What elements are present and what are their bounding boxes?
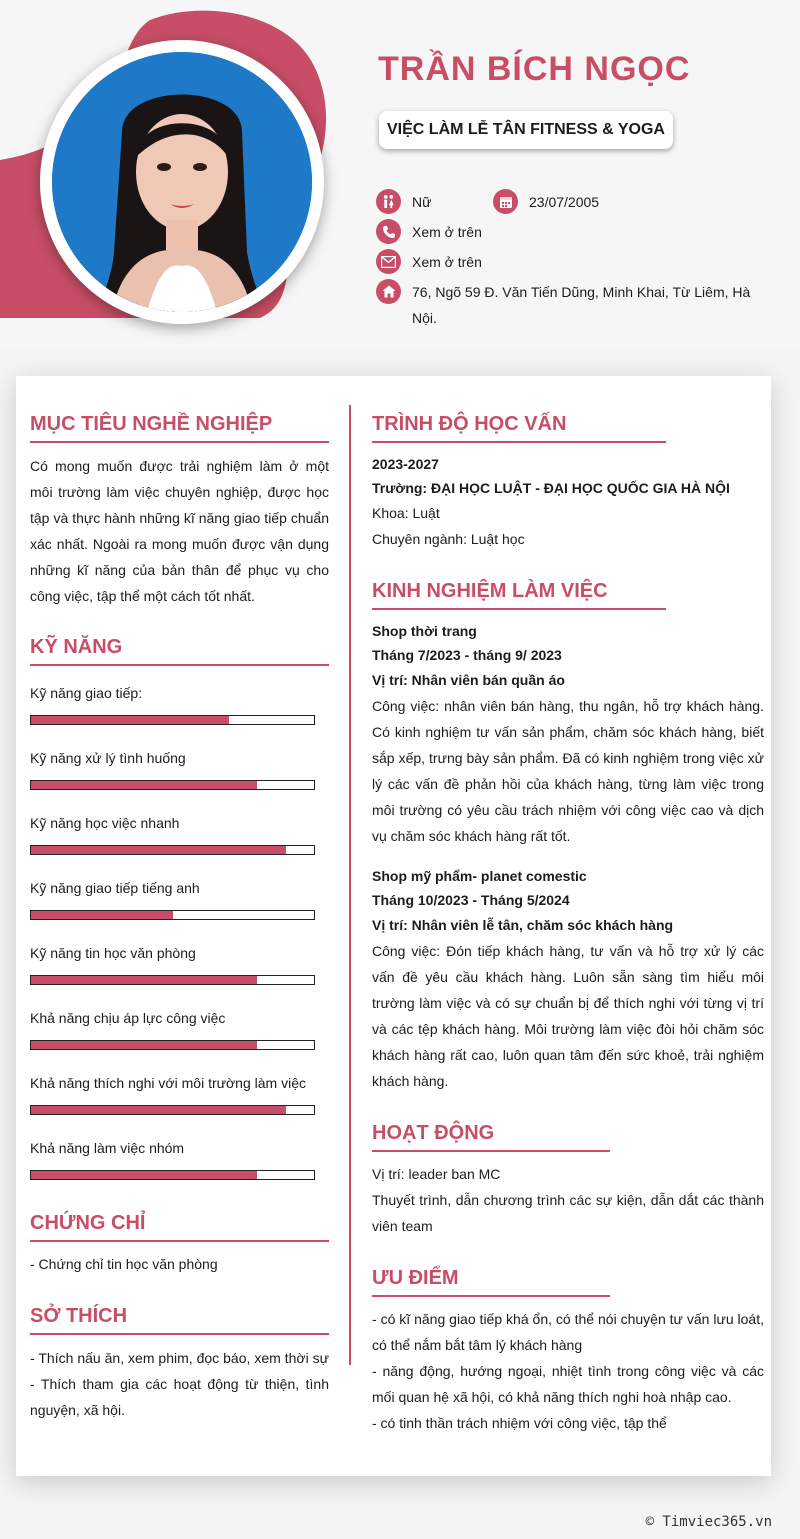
activity-description: Thuyết trình, dẫn chương trình các sự kiện, dẫn dắt các thành viên team [372,1192,764,1234]
skill-label: Kỹ năng giao tiếp: [30,685,143,701]
activities-title: HOẠT ĐỘNG [372,1122,610,1152]
education-period: 2023-2027 [372,456,439,472]
email-row [376,249,482,275]
candidate-name: TRẦN BÍCH NGỌC [378,50,691,88]
skill-label: Kỹ năng xử lý tình huống [30,750,186,766]
education-faculty: Khoa: Luật [372,505,440,521]
gender-row [376,189,431,215]
skill-bar [30,975,315,985]
phone-icon [376,219,401,244]
birthday-value: 23/07/2005 [529,194,600,210]
skill-bar [30,1170,315,1180]
strengths-title: ƯU ĐIỂM [372,1267,610,1297]
strength-item: - có kĩ năng giao tiếp khá ổn, có thể nói chuyện tư vấn lưu loát, có thể nắm bắt tâm lý khách hàng [372,1311,764,1353]
education-title: TRÌNH ĐỘ HỌC VẤN [372,413,666,443]
activity-position: Vị trí: leader ban MC [372,1166,501,1182]
strength-item: - năng động, hướng ngoại, nhiệt tình trong công việc và các mối quan hệ xã hội, có khả năng thích nghi hoà nhập cao. [372,1363,764,1405]
experience-title: KINH NGHIỆM LÀM VIỆC [372,580,666,610]
skills-title: KỸ NĂNG [30,636,329,666]
gender-value: Nữ [412,194,432,210]
email-value: Xem ở trên [412,254,482,270]
home-icon [376,279,401,304]
job-company: Shop mỹ phẩm- planet comestic [372,868,587,884]
job-company: Shop thời trang [372,623,477,639]
skill-bar-fill [31,781,257,789]
skill-bar [30,715,315,725]
education-major: Chuyên ngành: Luật học [372,531,525,547]
profile-photo [52,52,312,312]
objective-title: MỤC TIÊU NGHỀ NGHIỆP [30,413,329,443]
skill-bar-fill [31,1041,257,1049]
skill-bar [30,780,315,790]
phone-row [376,219,482,245]
watermark: © Timviec365.vn [645,1514,772,1530]
skill-label: Kỹ năng giao tiếp tiếng anh [30,880,200,896]
skill-bar-fill [31,1106,286,1114]
job-description: Công việc: nhân viên bán hàng, thu ngân, hỗ trợ khách hàng. Có kinh nghiệm tư vấn sản phẩm, chăm sóc khách hàng, biết sắp xếp, trưng bày sản phẩm. Đã có kinh nghiệm trong việc xử lý các vấn đề phản hồi của khách hàng, từng làm việc trong môi trường có yêu cầu trách nhiệm với công việc cao và dịch vụ chăm sóc khách hàng rất tốt. [372,698,764,844]
gender-icon [376,189,401,214]
certificates-title: CHỨNG CHỈ [30,1212,329,1242]
skill-label: Khả năng thích nghi với môi trường làm việc [30,1075,306,1091]
birthday-row [493,189,599,215]
strength-item: - có tinh thần trách nhiệm với công việc, tập thể [372,1415,667,1431]
avatar [40,40,324,324]
skill-bar [30,1105,315,1115]
objective-text: Có mong muốn được trải nghiệm làm ở một môi trường làm việc chuyên nghiệp, được học tập và thực hành những kĩ năng giao tiếp chuẩn xác nhất. Ngoài ra mong muốn được vận dụng những kĩ năng của bản thân để phục vụ cho công việc, tập thể một cách tốt nhất. [30,458,329,604]
skill-bar-fill [31,1171,257,1179]
education-school: Trường: ĐẠI HỌC LUẬT - ĐẠI HỌC QUỐC GIA HÀ NỘI [372,480,730,496]
job-position: Vị trí: Nhân viên bán quần áo [372,672,565,688]
address-value: 76, Ngõ 59 Đ. Văn Tiến Dũng, Minh Khai, Từ Liêm, Hà Nội. [412,284,751,326]
column-divider [349,405,351,1365]
hobbies-text: - Thích nấu ăn, xem phim, đọc báo, xem thời sự - Thích tham gia các hoạt động từ thiện, tình nguyện, xã hội. [30,1350,329,1418]
email-icon [376,249,401,274]
job-period: Tháng 7/2023 - tháng 9/ 2023 [372,647,562,663]
skill-label: Kỹ năng học việc nhanh [30,815,180,831]
skill-bar [30,1040,315,1050]
skill-label: Khả năng chịu áp lực công việc [30,1010,226,1026]
address-row [376,279,756,331]
cv-header [0,0,800,350]
job-title-badge: VIỆC LÀM LỄ TÂN FITNESS & YOGA [379,111,673,149]
phone-value: Xem ở trên [412,224,482,240]
calendar-icon [493,189,518,214]
skill-bar [30,910,315,920]
skill-label: Kỹ năng tin học văn phòng [30,945,196,961]
job-description: Công việc: Đón tiếp khách hàng, tư vấn và hỗ trợ xử lý các vấn đề yêu cầu khách hàng. Luôn sẵn sàng tìm hiểu môi trường làm việc và có sự chuẩn bị để thích nghi với từng vị trí và các tệp khách hàng. Môi trường làm việc đòi hỏi chăm sóc khách hàng rất cao, luôn quan tâm đến sức khoẻ, trải nghiệm khách hàng. [372,943,764,1089]
skill-bar-fill [31,911,173,919]
skill-label: Khả năng làm việc nhóm [30,1140,185,1156]
hobbies-title: SỞ THÍCH [30,1305,329,1335]
certificate-item: - Chứng chỉ tin học văn phòng [30,1256,218,1272]
skill-bar [30,845,315,855]
skill-bar-fill [31,976,257,984]
skill-bar-fill [31,846,286,854]
skill-bar-fill [31,716,229,724]
job-period: Tháng 10/2023 - Tháng 5/2024 [372,892,570,908]
job-position: Vị trí: Nhân viên lễ tân, chăm sóc khách hàng [372,917,674,933]
